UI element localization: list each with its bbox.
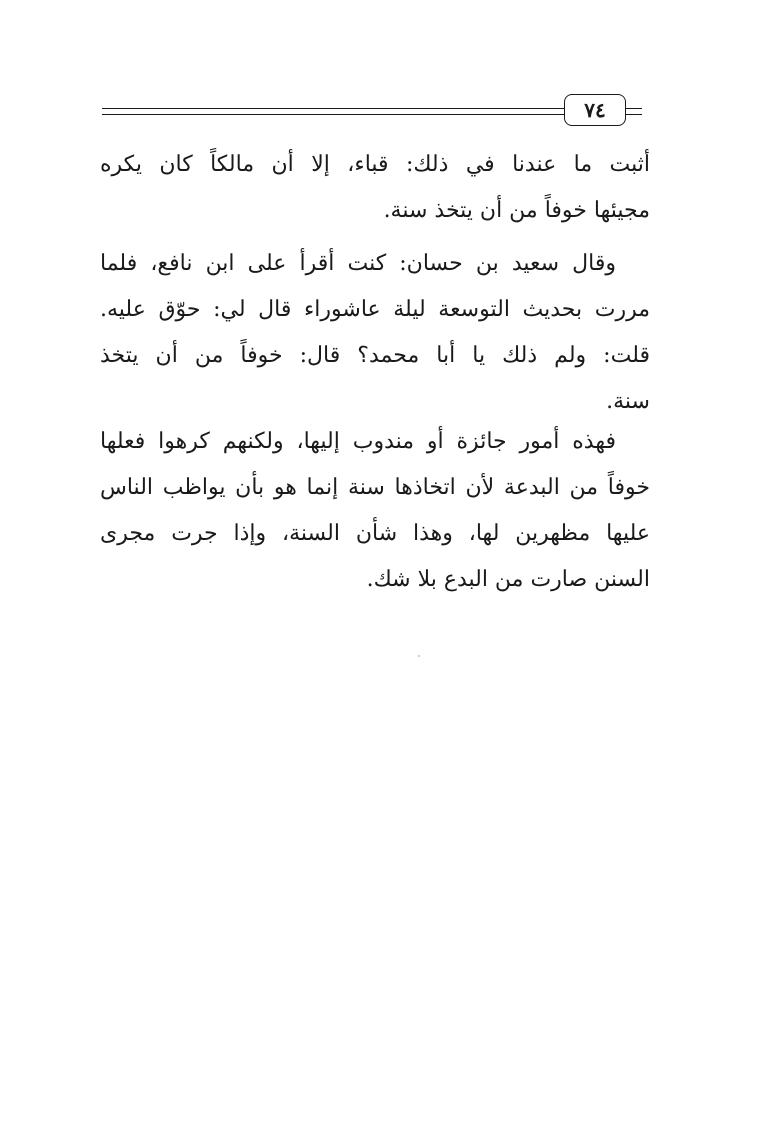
- text-line: قلت: ولم ذلك يا أبا محمد؟ قال: خوفاً من أن يتخذ: [100, 343, 650, 368]
- text-line: مجيئها خوفاً من أن يتخذ سنة.: [383, 198, 650, 223]
- paragraph-3: [100, 419, 650, 603]
- text-line: سنة.: [606, 389, 650, 414]
- text-line: خوفاً من البدعة لأن اتخاذها سنة إنما هو بأن يواظب الناس: [100, 475, 650, 500]
- text-line: فهذه أمور جائزة أو مندوب إليها، ولكنهم كرهوا فعلها: [100, 429, 616, 454]
- text-line: السنن صارت من البدع بلا شك.: [366, 567, 650, 592]
- scan-speck: [418, 655, 420, 657]
- page-number: ٧٤: [564, 94, 626, 126]
- paragraph-1: [100, 142, 650, 234]
- text-line: عليها مظهرين لها، وهذا شأن السنة، وإذا جرت مجرى: [100, 521, 650, 546]
- text-line: مررت بحديث التوسعة ليلة عاشوراء قال لي: حوّق عليه.: [100, 297, 650, 322]
- header-double-rule: [102, 108, 564, 115]
- text-line: وقال سعيد بن حسان: كنت أقرأ على ابن نافع، فلما: [100, 251, 616, 276]
- header-double-rule-end: [626, 108, 642, 115]
- text-line: أثبت ما عندنا في ذلك: قباء، إلا أن مالكاً كان يكره: [100, 152, 650, 177]
- paragraph-2: [100, 241, 650, 425]
- page-header: [102, 94, 660, 130]
